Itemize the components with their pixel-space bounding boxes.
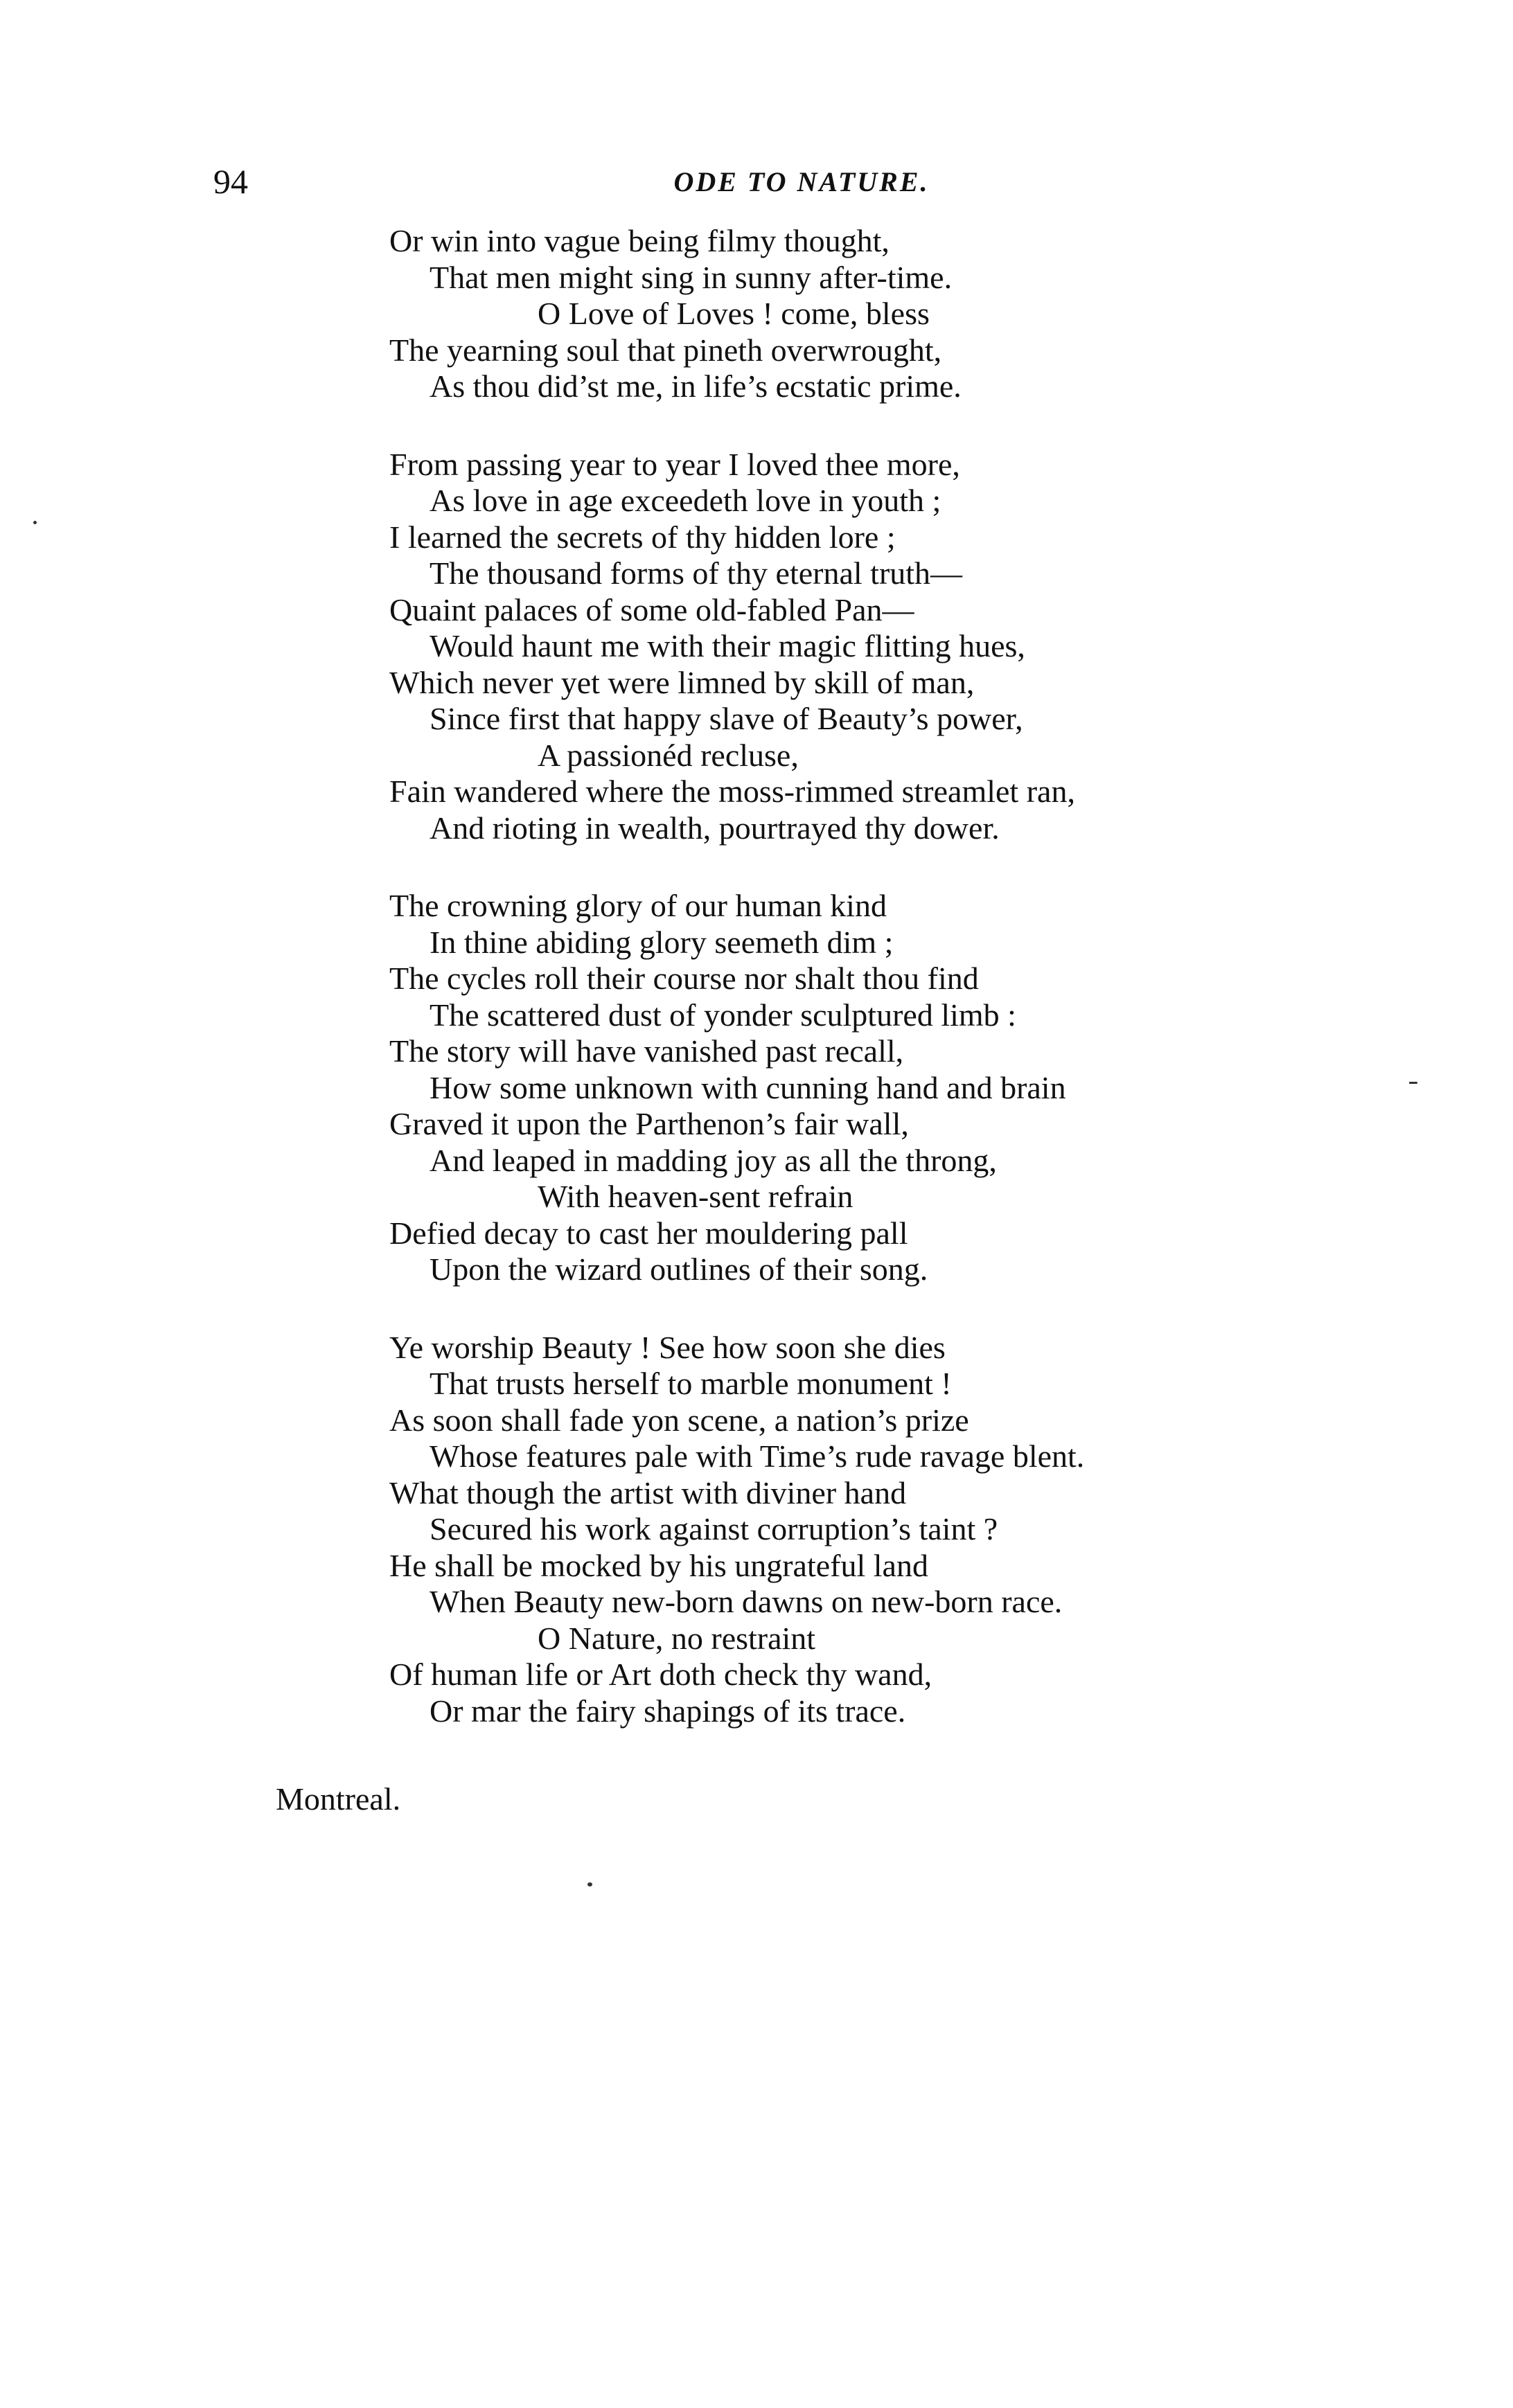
poem-line: Or mar the fairy shapings of its trace. [430,1693,906,1729]
poem-line: Would haunt me with their magic flitting hues, [430,628,1025,663]
poem-line: The thousand forms of thy eternal truth— [430,555,963,591]
stanza [389,1330,1470,1730]
page-number: 94 [213,162,248,201]
poem-line: That trusts herself to marble monument ! [430,1366,952,1401]
poem-line: How some unknown with cunning hand and brain [430,1069,1066,1105]
poem-line: Whose features pale with Time’s rude ravage blent. [430,1438,1085,1474]
poem-line: In thine abiding glory seemeth dim ; [430,924,894,960]
poem-line: O Love of Loves ! come, bless [538,296,930,331]
poem-line: Of human life or Art doth check thy wand, [389,1657,932,1692]
poem-line: As love in age exceedeth love in youth ; [430,483,941,518]
poem-line: What though the artist with diviner hand [389,1474,907,1510]
stanza [389,447,1470,847]
poem-line: The yearning soul that pineth overwrought, [389,332,942,368]
poem-line: That men might sing in sunny after-time. [430,259,953,295]
poem-line: He shall be mocked by his ungrateful land [389,1547,928,1583]
poem-line: The cycles roll their course nor shalt thou find [389,961,979,996]
poem-line: I learned the secrets of thy hidden lore ; [389,519,896,555]
poem-line: The scattered dust of yonder sculptured limb : [430,997,1016,1033]
poem-line: Fain wandered where the moss-rimmed streamlet ran, [389,774,1075,809]
poem-line: Defied decay to cast her mouldering pall [389,1215,908,1251]
poem-line: When Beauty new-born dawns on new-born race. [430,1584,1063,1619]
poem-line: Which never yet were limned by skill of man, [389,664,975,700]
stanza [389,223,1470,405]
poem-line: Secured his work against corruption’s taint ? [430,1511,998,1546]
poem-line: Graved it upon the Parthenon’s fair wall, [389,1106,909,1141]
poem-line: From passing year to year I loved thee more, [389,446,960,482]
poem-line: A passionéd recluse, [538,737,799,773]
poem-line: And leaped in madding joy as all the throng, [430,1142,997,1178]
scan-speck [587,1882,592,1887]
poem-line: O Nature, no restraint [538,1620,816,1656]
poem-line: The story will have vanished past recall, [389,1033,904,1069]
poem-line: Quaint palaces of some old-fabled Pan— [389,591,914,627]
poem-body [389,223,1470,1771]
poem-line: Since first that happy slave of Beauty’s power, [430,701,1023,736]
poem-line: As soon shall fade yon scene, a nation’s prize [389,1402,969,1438]
poem-line: Upon the wizard outlines of their song. [430,1251,928,1287]
poem-line: And rioting in wealth, pourtrayed thy dower. [430,810,1000,846]
scan-speck [1409,1082,1417,1084]
stanza [389,888,1470,1288]
poem-line: As thou did’st me, in life’s ecstatic prime. [430,368,962,404]
scan-speck [33,521,37,524]
poem-line: Ye worship Beauty ! See how soon she dies [389,1329,946,1365]
poem-line: Or win into vague being filmy thought, [389,223,890,258]
running-head: ODE TO NATURE. [673,166,930,197]
poem-line: With heaven-sent refrain [538,1179,853,1214]
poem-line: The crowning glory of our human kind [389,888,887,923]
place-signature: Montreal. [276,1781,401,1817]
